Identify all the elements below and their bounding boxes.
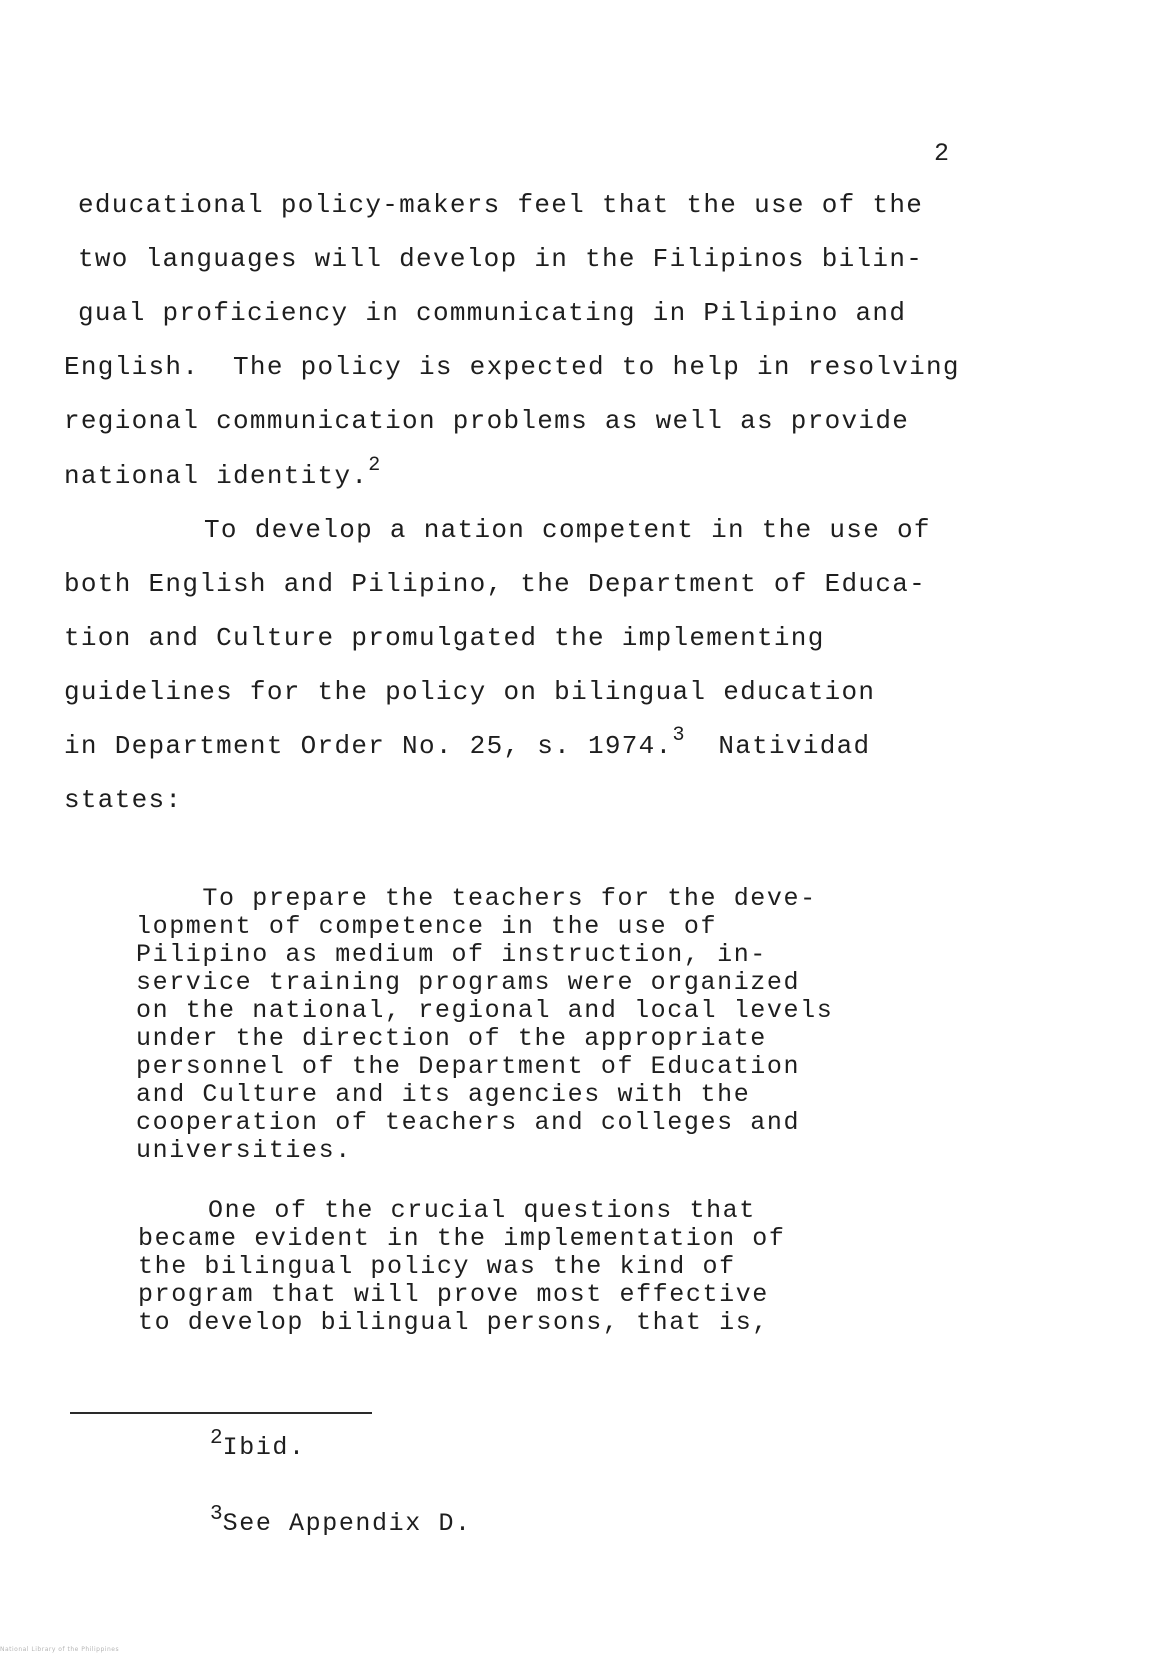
quote-line: and Culture and its agencies with the xyxy=(136,1080,751,1109)
body-line: states: xyxy=(64,785,183,815)
body-line: English. The policy is expected to help in resolving xyxy=(64,352,960,382)
quote-line: became evident in the implementation of xyxy=(138,1224,786,1253)
quote-line: service training programs were organized xyxy=(136,968,801,997)
quote-line: lopment of competence in the use of xyxy=(136,912,718,941)
footnote-text: See Appendix D. xyxy=(222,1509,472,1538)
body-line: two languages will develop in the Filipinos bilin- xyxy=(78,244,924,274)
footnote xyxy=(210,1427,306,1462)
footnote-mark: 2 xyxy=(210,1427,223,1450)
quote-line: under the direction of the appropriate xyxy=(136,1024,767,1053)
body-text: national identity. xyxy=(64,461,369,491)
quote-line: to develop bilingual persons, that is, xyxy=(138,1308,769,1337)
body-line: gual proficiency in communicating in Pilipino and xyxy=(78,298,907,328)
quote-line: To prepare the teachers for the deve- xyxy=(136,884,817,913)
body-line: regional communication problems as well as provide xyxy=(64,406,910,436)
page-number: 2 xyxy=(934,139,951,168)
quote-line: personnel of the Department of Education xyxy=(136,1052,801,1081)
quote-line: cooperation of teachers and colleges and xyxy=(136,1108,801,1137)
footnote-mark: 3 xyxy=(210,1503,223,1526)
quote-line: One of the crucial questions that xyxy=(208,1196,756,1225)
body-line: both English and Pilipino, the Department of Educa- xyxy=(64,569,927,599)
footnote xyxy=(210,1503,472,1538)
body-line: To develop a nation competent in the use of xyxy=(204,515,931,545)
quote-line: the bilingual policy was the kind of xyxy=(138,1252,736,1281)
body-text: Natividad xyxy=(684,731,871,761)
body-line xyxy=(64,724,871,765)
body-line: tion and Culture promulgated the implementing xyxy=(64,623,825,653)
body-line: educational policy-makers feel that the use of the xyxy=(78,190,924,220)
footnote-divider xyxy=(70,1412,372,1414)
quote-line: on the national, regional and local levels xyxy=(136,996,834,1025)
quote-line: program that will prove most effective xyxy=(138,1280,769,1309)
footnote-reference: 2 xyxy=(368,454,381,477)
body-text: in Department Order No. 25, s. 1974. xyxy=(64,731,673,761)
body-line xyxy=(64,454,381,495)
footnote-reference: 3 xyxy=(672,724,685,747)
quote-line: Pilipino as medium of instruction, in- xyxy=(136,940,767,969)
body-line: guidelines for the policy on bilingual education xyxy=(64,677,876,707)
archive-stamp: National Library of the Philippines xyxy=(0,1646,120,1653)
footnote-text: Ibid. xyxy=(222,1433,306,1462)
quote-line: universities. xyxy=(136,1136,352,1165)
